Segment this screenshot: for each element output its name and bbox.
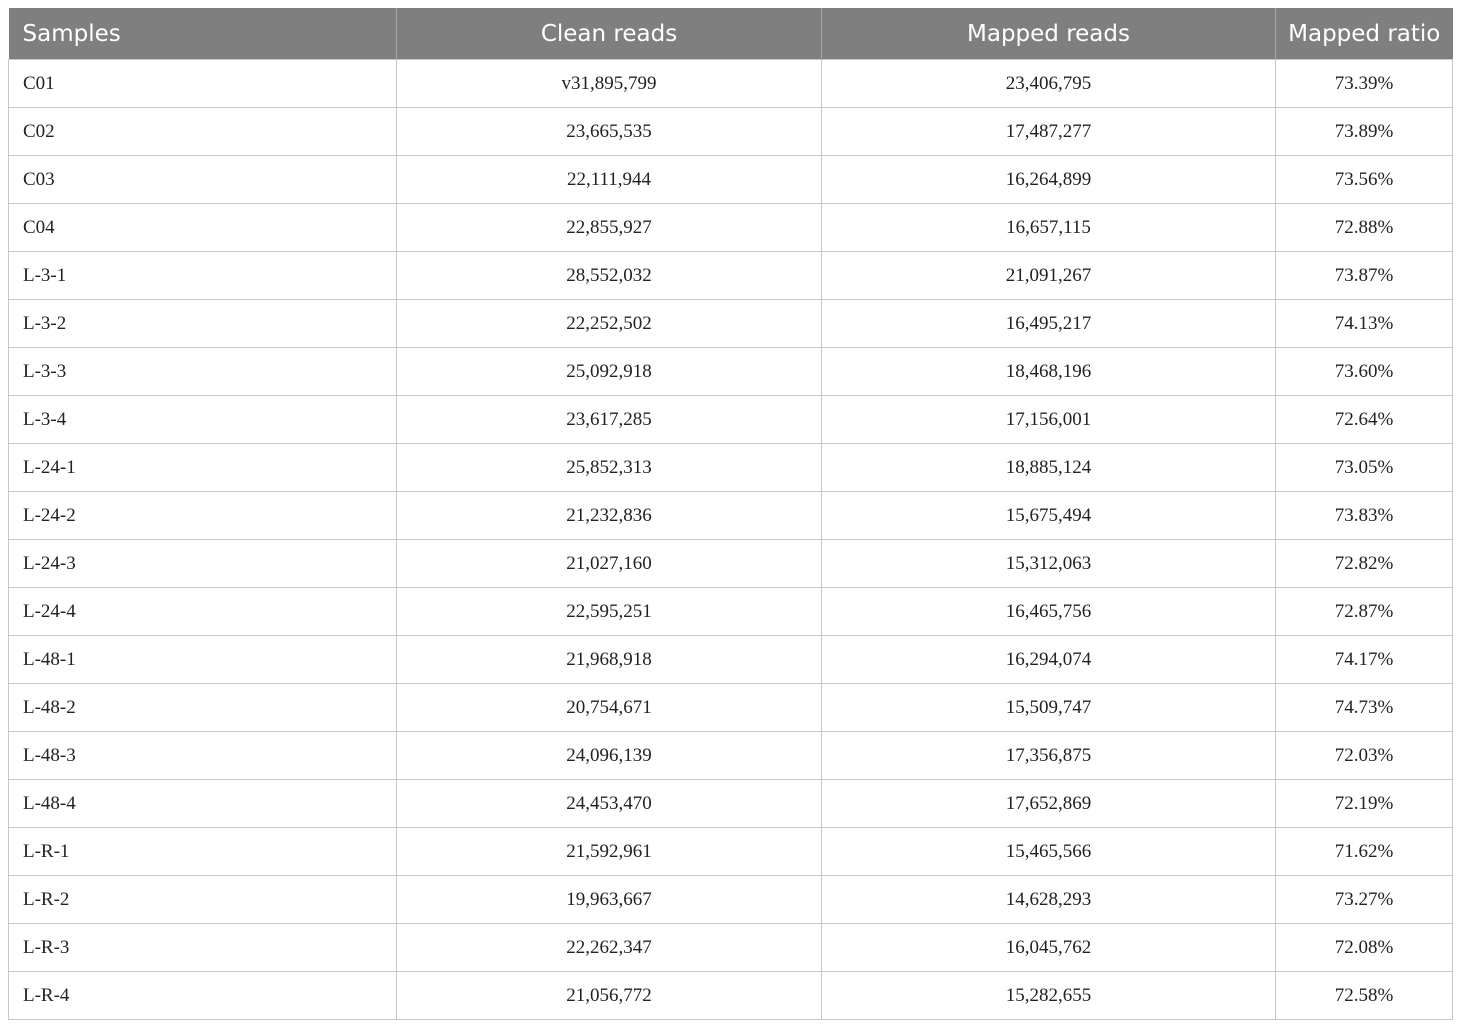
mapped-reads-cell: 18,885,124 — [822, 444, 1276, 492]
sample-cell: L-48-3 — [9, 732, 397, 780]
clean-reads-cell: 25,092,918 — [397, 348, 822, 396]
mapped-ratio-cell: 73.27% — [1276, 876, 1453, 924]
mapped-reads-cell: 17,652,869 — [822, 780, 1276, 828]
sample-cell: C04 — [9, 204, 397, 252]
table-row — [9, 204, 1453, 252]
clean-reads-cell: 24,096,139 — [397, 732, 822, 780]
mapped-ratio-cell: 72.87% — [1276, 588, 1453, 636]
table-row — [9, 156, 1453, 204]
mapped-ratio-cell: 72.58% — [1276, 972, 1453, 1020]
sample-cell: L-3-2 — [9, 300, 397, 348]
clean-reads-cell: 23,617,285 — [397, 396, 822, 444]
sample-cell: L-R-3 — [9, 924, 397, 972]
table-row — [9, 492, 1453, 540]
clean-reads-cell: 21,027,160 — [397, 540, 822, 588]
clean-reads-cell: 21,056,772 — [397, 972, 822, 1020]
mapped-ratio-cell: 72.08% — [1276, 924, 1453, 972]
mapped-reads-cell: 16,495,217 — [822, 300, 1276, 348]
sample-cell: L-24-2 — [9, 492, 397, 540]
table-row — [9, 252, 1453, 300]
clean-reads-cell: v31,895,799 — [397, 60, 822, 108]
mapped-ratio-cell: 72.19% — [1276, 780, 1453, 828]
mapping-stats-table-container — [8, 8, 1452, 1020]
clean-reads-cell: 22,111,944 — [397, 156, 822, 204]
mapped-ratio-cell: 72.82% — [1276, 540, 1453, 588]
mapped-reads-cell: 16,465,756 — [822, 588, 1276, 636]
table-row — [9, 924, 1453, 972]
sample-cell: C03 — [9, 156, 397, 204]
sample-cell: L-48-1 — [9, 636, 397, 684]
header-row — [9, 8, 1453, 60]
clean-reads-cell: 24,453,470 — [397, 780, 822, 828]
table-row — [9, 588, 1453, 636]
header-samples: Samples — [9, 8, 397, 60]
table-row — [9, 396, 1453, 444]
clean-reads-cell: 23,665,535 — [397, 108, 822, 156]
clean-reads-cell: 21,968,918 — [397, 636, 822, 684]
sample-cell: L-R-2 — [9, 876, 397, 924]
table-row — [9, 636, 1453, 684]
sample-cell: C01 — [9, 60, 397, 108]
clean-reads-cell: 20,754,671 — [397, 684, 822, 732]
table-row — [9, 108, 1453, 156]
mapped-reads-cell: 15,465,566 — [822, 828, 1276, 876]
mapped-ratio-cell: 74.73% — [1276, 684, 1453, 732]
clean-reads-cell: 22,855,927 — [397, 204, 822, 252]
clean-reads-cell: 22,595,251 — [397, 588, 822, 636]
table-row — [9, 300, 1453, 348]
mapped-reads-cell: 16,045,762 — [822, 924, 1276, 972]
mapped-ratio-cell: 73.83% — [1276, 492, 1453, 540]
mapped-ratio-cell: 73.89% — [1276, 108, 1453, 156]
mapped-ratio-cell: 73.60% — [1276, 348, 1453, 396]
clean-reads-cell: 25,852,313 — [397, 444, 822, 492]
table-row — [9, 828, 1453, 876]
sample-cell: L-3-1 — [9, 252, 397, 300]
sample-cell: L-24-4 — [9, 588, 397, 636]
mapped-reads-cell: 17,156,001 — [822, 396, 1276, 444]
table-row — [9, 348, 1453, 396]
mapped-reads-cell: 15,675,494 — [822, 492, 1276, 540]
sample-cell: L-R-1 — [9, 828, 397, 876]
mapped-reads-cell: 23,406,795 — [822, 60, 1276, 108]
clean-reads-cell: 21,232,836 — [397, 492, 822, 540]
sample-cell: L-24-3 — [9, 540, 397, 588]
mapped-reads-cell: 17,487,277 — [822, 108, 1276, 156]
table-row — [9, 684, 1453, 732]
mapped-reads-cell: 18,468,196 — [822, 348, 1276, 396]
mapped-reads-cell: 14,628,293 — [822, 876, 1276, 924]
sample-cell: C02 — [9, 108, 397, 156]
table-header — [9, 8, 1453, 60]
mapped-reads-cell: 16,294,074 — [822, 636, 1276, 684]
mapped-ratio-cell: 73.39% — [1276, 60, 1453, 108]
header-mapped-ratio: Mapped ratio — [1276, 8, 1453, 60]
clean-reads-cell: 19,963,667 — [397, 876, 822, 924]
mapped-ratio-cell: 71.62% — [1276, 828, 1453, 876]
mapped-ratio-cell: 73.56% — [1276, 156, 1453, 204]
mapped-ratio-cell: 73.87% — [1276, 252, 1453, 300]
mapped-reads-cell: 16,264,899 — [822, 156, 1276, 204]
sample-cell: L-3-3 — [9, 348, 397, 396]
mapped-ratio-cell: 73.05% — [1276, 444, 1453, 492]
table-row — [9, 732, 1453, 780]
mapped-reads-cell: 21,091,267 — [822, 252, 1276, 300]
sample-cell: L-3-4 — [9, 396, 397, 444]
mapped-reads-cell: 16,657,115 — [822, 204, 1276, 252]
header-mapped-reads: Mapped reads — [822, 8, 1276, 60]
sample-cell: L-24-1 — [9, 444, 397, 492]
clean-reads-cell: 22,252,502 — [397, 300, 822, 348]
mapped-ratio-cell: 72.03% — [1276, 732, 1453, 780]
mapped-ratio-cell: 72.88% — [1276, 204, 1453, 252]
clean-reads-cell: 22,262,347 — [397, 924, 822, 972]
table-row — [9, 972, 1453, 1020]
mapping-stats-table — [8, 8, 1453, 1020]
table-body — [9, 60, 1453, 1020]
header-clean-reads: Clean reads — [397, 8, 822, 60]
sample-cell: L-48-2 — [9, 684, 397, 732]
table-row — [9, 60, 1453, 108]
mapped-reads-cell: 15,312,063 — [822, 540, 1276, 588]
mapped-ratio-cell: 74.13% — [1276, 300, 1453, 348]
clean-reads-cell: 21,592,961 — [397, 828, 822, 876]
mapped-reads-cell: 15,282,655 — [822, 972, 1276, 1020]
mapped-ratio-cell: 74.17% — [1276, 636, 1453, 684]
table-row — [9, 876, 1453, 924]
table-row — [9, 444, 1453, 492]
mapped-reads-cell: 17,356,875 — [822, 732, 1276, 780]
sample-cell: L-R-4 — [9, 972, 397, 1020]
sample-cell: L-48-4 — [9, 780, 397, 828]
mapped-ratio-cell: 72.64% — [1276, 396, 1453, 444]
table-row — [9, 780, 1453, 828]
mapped-reads-cell: 15,509,747 — [822, 684, 1276, 732]
table-row — [9, 540, 1453, 588]
clean-reads-cell: 28,552,032 — [397, 252, 822, 300]
